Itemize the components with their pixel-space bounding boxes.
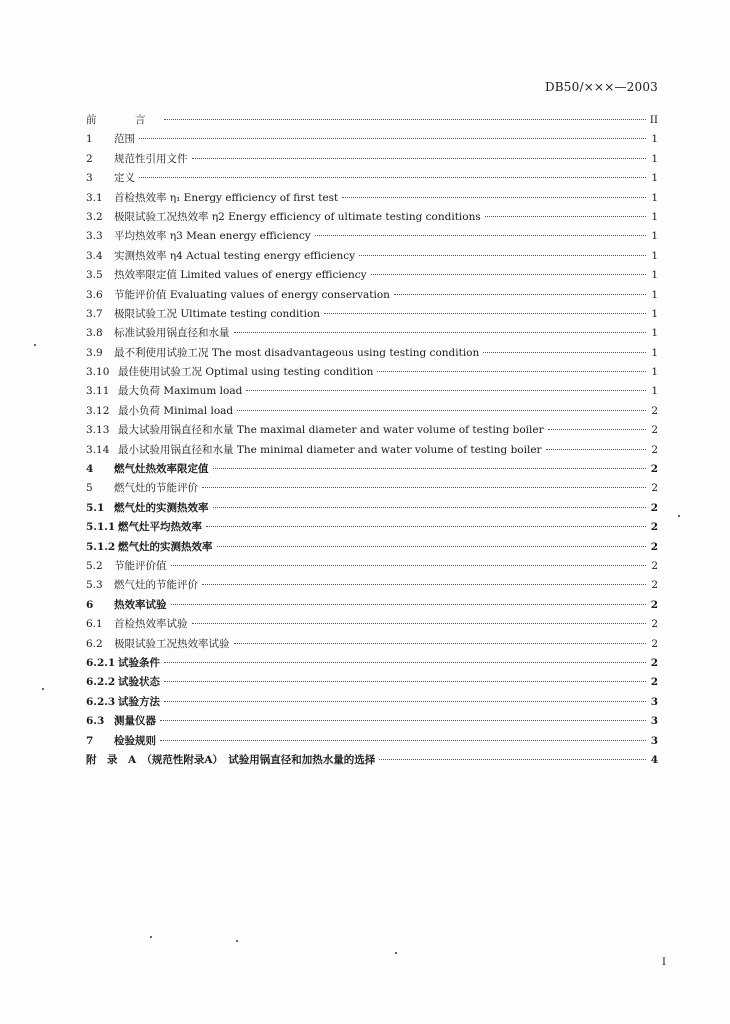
- toc-entry-number: 5.3: [86, 579, 103, 592]
- toc-entry: [86, 752, 658, 771]
- toc-entry-number: 3.14: [86, 443, 110, 456]
- toc-entry: [86, 190, 658, 209]
- toc-entry-number: 6: [86, 598, 94, 611]
- toc-entry-title: 节能评价值 Evaluating values of energy conservation: [114, 288, 390, 301]
- toc-entry-page: 1: [651, 346, 658, 359]
- table-of-contents: [86, 112, 658, 771]
- toc-entry-page: 1: [651, 172, 658, 185]
- toc-entry-number: 3.11: [86, 385, 110, 398]
- toc-entry-page: 1: [651, 191, 658, 204]
- toc-entry: [86, 539, 658, 558]
- toc-entry-page: 1: [651, 152, 658, 165]
- toc-entry-title: 最不利使用试验工况 The most disadvantageous using testing condition: [114, 346, 480, 359]
- toc-entry-title: 试验方法: [118, 695, 160, 708]
- dot-leader: [377, 371, 646, 372]
- toc-entry-number: 1: [86, 133, 93, 146]
- toc-entry-title: 燃气灶的节能评价: [114, 579, 198, 592]
- toc-entry: [86, 558, 658, 577]
- toc-entry-title: 最大试验用锅直径和水量 The maximal diameter and water volume of testing boiler: [118, 424, 544, 437]
- toc-entry: [86, 383, 658, 402]
- toc-entry-title: 极限试验工况 Ultimate testing condition: [114, 307, 321, 320]
- toc-entry-title: 首检热效率 η₁ Energy efficiency of first test: [114, 191, 339, 204]
- dot-leader: [548, 429, 646, 430]
- dot-leader: [139, 138, 646, 139]
- toc-entry-page: 1: [651, 288, 658, 301]
- toc-entry-number: 6.2.1: [86, 656, 116, 669]
- toc-entry-page: 2: [651, 559, 658, 572]
- toc-entry-number: 5.1.1: [86, 521, 116, 534]
- toc-entry-page: 2: [651, 637, 658, 650]
- toc-entry-title: 试验状态: [118, 676, 160, 689]
- toc-entry: [86, 461, 658, 480]
- dot-leader: [342, 197, 646, 198]
- toc-entry-title: 测量仪器: [114, 715, 156, 728]
- dot-leader: [246, 390, 646, 391]
- scan-speck: [236, 940, 238, 942]
- toc-entry-title: 极限试验工况热效率 η2 Energy efficiency of ultimate testing conditions: [114, 210, 481, 223]
- toc-entry-title: 定义: [114, 172, 135, 185]
- toc-entry-title: 最佳使用试验工况 Optimal using testing condition: [118, 366, 374, 379]
- toc-entry: [86, 131, 658, 150]
- toc-entry: [86, 694, 658, 713]
- toc-entry-number: 5.1: [86, 501, 105, 514]
- dot-leader: [202, 487, 646, 488]
- toc-entry: [86, 170, 658, 189]
- toc-entry-number: 3.5: [86, 269, 103, 282]
- toc-entry-page: 2: [650, 501, 658, 514]
- dot-leader: [213, 507, 647, 508]
- toc-entry: [86, 209, 658, 228]
- dot-leader: [164, 119, 646, 120]
- toc-entry-number: 6.1: [86, 618, 103, 631]
- toc-entry-number: 5.1.2: [86, 540, 116, 553]
- toc-entry-title: 最小试验用锅直径和水量 The minimal diameter and water volume of testing boiler: [118, 443, 542, 456]
- dot-leader: [139, 177, 646, 178]
- toc-entry-page: 2: [650, 540, 658, 553]
- toc-entry: [86, 597, 658, 616]
- toc-entry-title: 附 录 A （规范性附录A） 试验用锅直径和加热水量的选择: [86, 753, 376, 766]
- toc-entry: [86, 480, 658, 499]
- toc-entry-title: 燃气灶平均热效率: [118, 521, 202, 534]
- toc-entry: [86, 267, 658, 286]
- toc-entry-title: 试验条件: [118, 656, 160, 669]
- toc-entry: [86, 325, 658, 344]
- dot-leader: [234, 332, 647, 333]
- toc-entry-number: 3.1: [86, 191, 103, 204]
- toc-entry-title: 最小负荷 Minimal load: [118, 404, 234, 417]
- toc-entry-page: 1: [651, 385, 658, 398]
- toc-entry-title: 燃气灶的实测热效率: [114, 501, 209, 514]
- toc-entry: [86, 151, 658, 170]
- toc-entry-number: 7: [86, 734, 94, 747]
- toc-entry-page: 3: [650, 734, 658, 747]
- toc-entry-title: 标准试验用锅直径和水量: [114, 327, 230, 340]
- toc-entry-title: 最大负荷 Maximum load: [118, 385, 243, 398]
- dot-leader: [234, 643, 647, 644]
- toc-entry: [86, 248, 658, 267]
- toc-entry-page: 2: [650, 598, 658, 611]
- toc-entry-number: 3.3: [86, 230, 103, 243]
- toc-entry-number: 3.2: [86, 210, 103, 223]
- toc-entry-number: 3.4: [86, 249, 103, 262]
- dot-leader: [483, 352, 646, 353]
- toc-entry: [86, 733, 658, 752]
- dot-leader: [206, 526, 646, 527]
- dot-leader: [160, 740, 646, 741]
- toc-entry-page: 2: [650, 656, 658, 669]
- dot-leader: [164, 662, 646, 663]
- scan-speck: [34, 344, 36, 346]
- toc-entry-title: 燃气灶的实测热效率: [118, 540, 213, 553]
- toc-entry: [86, 422, 658, 441]
- toc-entry-number: 4: [86, 463, 94, 476]
- dot-leader: [546, 449, 646, 450]
- dot-leader: [164, 701, 646, 702]
- toc-entry-title: 燃气灶的节能评价: [114, 482, 198, 495]
- dot-leader: [192, 158, 647, 159]
- toc-entry: [86, 577, 658, 596]
- toc-entry-page: 1: [651, 249, 658, 262]
- toc-entry-page: 3: [650, 715, 658, 728]
- dot-leader: [485, 216, 646, 217]
- toc-entry-page: 1: [651, 366, 658, 379]
- scan-speck: [42, 688, 44, 690]
- toc-entry-page: 1: [651, 230, 658, 243]
- toc-entry-title: 热效率试验: [114, 598, 167, 611]
- toc-entry: [86, 403, 658, 422]
- dot-leader: [371, 274, 646, 275]
- dot-leader: [171, 604, 647, 605]
- dot-leader: [164, 681, 646, 682]
- toc-entry-page: 2: [651, 618, 658, 631]
- toc-entry-title: 实测热效率 η4 Actual testing energy efficiency: [114, 249, 356, 262]
- toc-entry-page: 2: [650, 676, 658, 689]
- toc-entry-title: 节能评价值: [114, 559, 167, 572]
- dot-leader: [202, 584, 646, 585]
- toc-entry-page: 4: [650, 753, 658, 766]
- scan-speck: [678, 515, 680, 517]
- toc-entry: [86, 287, 658, 306]
- toc-entry: [86, 636, 658, 655]
- toc-entry: [86, 713, 658, 732]
- dot-leader: [315, 235, 646, 236]
- toc-entry-page: 2: [651, 404, 658, 417]
- toc-entry: [86, 519, 658, 538]
- toc-entry-number: 3: [86, 172, 93, 185]
- toc-entry-number: 3.8: [86, 327, 103, 340]
- toc-entry: [86, 442, 658, 461]
- toc-entry: [86, 345, 658, 364]
- toc-entry-page: 2: [651, 579, 658, 592]
- toc-entry: [86, 306, 658, 325]
- toc-entry-page: 1: [651, 307, 658, 320]
- dot-leader: [324, 313, 646, 314]
- toc-entry-title: 极限试验工况热效率试验: [114, 637, 230, 650]
- toc-entry-page: 2: [650, 463, 658, 476]
- toc-entry-title: 燃气灶热效率限定值: [114, 463, 209, 476]
- standard-code: DB50/×××—2003: [544, 80, 658, 94]
- toc-entry-page: 3: [650, 695, 658, 708]
- toc-entry-title: 前 言: [86, 114, 160, 126]
- dot-leader: [171, 565, 647, 566]
- toc-entry-number: 3.7: [86, 307, 103, 320]
- toc-entry-page: 1: [651, 133, 658, 146]
- toc-entry-number: 3.13: [86, 424, 110, 437]
- dot-leader: [394, 294, 646, 295]
- toc-entry-number: 3.12: [86, 404, 110, 417]
- toc-entry-number: 5.2: [86, 559, 103, 572]
- toc-entry-number: 6.3: [86, 715, 105, 728]
- toc-entry-number: 5: [86, 482, 93, 495]
- toc-entry-page: 1: [651, 269, 658, 282]
- scan-speck: [150, 936, 152, 938]
- toc-entry-page: 2: [651, 443, 658, 456]
- page-number: I: [662, 957, 666, 968]
- dot-leader: [160, 720, 646, 721]
- toc-entry: [86, 364, 658, 383]
- dot-leader: [237, 410, 646, 411]
- toc-entry-page: 1: [651, 210, 658, 223]
- toc-entry: [86, 228, 658, 247]
- toc-entry-title: 范围: [114, 133, 135, 146]
- toc-entry-number: 6.2: [86, 637, 103, 650]
- toc-entry-number: 3.10: [86, 366, 110, 379]
- toc-entry-number: 6.2.2: [86, 676, 116, 689]
- toc-entry: [86, 112, 658, 131]
- toc-entry: [86, 674, 658, 693]
- toc-entry: [86, 616, 658, 635]
- toc-entry-title: 检验规则: [114, 734, 156, 747]
- dot-leader: [213, 468, 647, 469]
- toc-entry-title: 规范性引用文件: [114, 152, 188, 165]
- toc-entry-page: 2: [650, 521, 658, 534]
- dot-leader: [192, 623, 647, 624]
- toc-entry-title: 首检热效率试验: [114, 618, 188, 631]
- toc-entry-page: 2: [651, 424, 658, 437]
- toc-entry-number: 2: [86, 152, 93, 165]
- dot-leader: [359, 255, 646, 256]
- toc-entry-number: 3.6: [86, 288, 103, 301]
- toc-entry: [86, 500, 658, 519]
- scan-speck: [395, 952, 397, 954]
- toc-entry-page: II: [649, 114, 658, 126]
- toc-entry-title: 平均热效率 η3 Mean energy efficiency: [114, 230, 311, 243]
- toc-entry-title: 热效率限定值 Limited values of energy efficiency: [114, 269, 367, 282]
- dot-leader: [217, 546, 647, 547]
- dot-leader: [379, 759, 646, 760]
- toc-entry-page: 2: [651, 482, 658, 495]
- toc-entry-page: 1: [651, 327, 658, 340]
- toc-entry-number: 6.2.3: [86, 695, 116, 708]
- toc-entry-number: 3.9: [86, 346, 103, 359]
- toc-entry: [86, 655, 658, 674]
